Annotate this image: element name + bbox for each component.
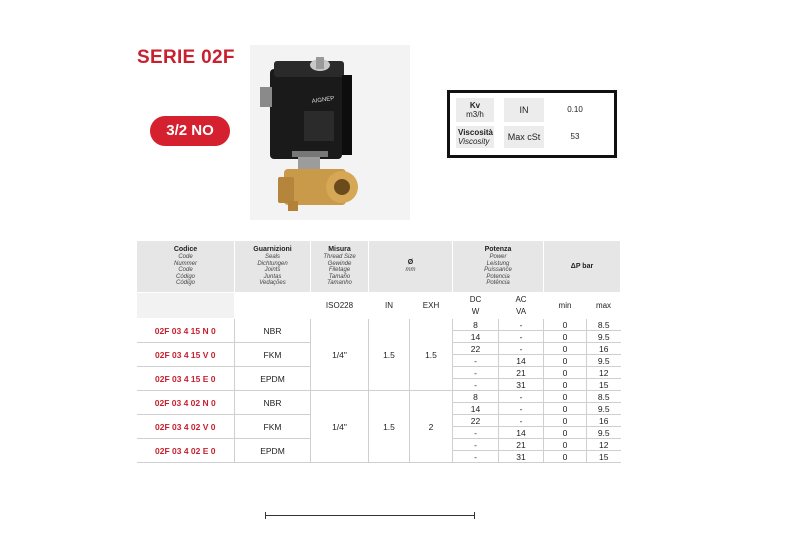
visc-key: Max cSt [507,132,541,142]
header-seals: Guarnizioni Seals Dichtungen Joints Juntas Vedações [235,241,311,293]
power-dc: 14 [453,331,499,343]
header2-dc: DC W [453,293,499,319]
power-ac: 31 [499,451,544,463]
dp-max: 9.5 [587,331,621,343]
power-dc: - [453,367,499,379]
header2-min: min [544,293,587,319]
diameter-in: 1.5 [369,391,410,463]
product-code: 02F 03 4 15 N 0 [137,319,235,343]
power-dc: - [453,379,499,391]
dp-max: 9.5 [587,403,621,415]
power-dc: - [453,451,499,463]
header-thread: Misura Thread Size Gewinde Filetage Tamaño Tamanho [311,241,369,293]
visc-value: 53 [570,132,580,141]
header2-ac: AC VA [499,293,544,319]
seal-material: EPDM [235,367,311,391]
header2-seal-blank [235,293,311,319]
diameter-exh: 1.5 [410,319,453,391]
visc-label: Viscosità [458,128,493,137]
power-dc: 8 [453,319,499,331]
power-ac: - [499,415,544,427]
product-table [136,240,621,463]
power-ac: - [499,403,544,415]
dp-min: 0 [544,451,587,463]
kv-label-cell [456,98,494,122]
visc-sub: Viscosity [458,137,490,146]
seal-material: EPDM [235,439,311,463]
spec-box [447,90,617,158]
power-ac: 14 [499,427,544,439]
power-dc: 22 [453,343,499,355]
power-ac: 21 [499,367,544,379]
header2-exh: EXH [410,293,453,319]
dp-max: 12 [587,439,621,451]
dp-min: 0 [544,439,587,451]
table-row [137,391,621,403]
header-diameter: Ø mm [369,241,453,293]
seal-material: NBR [235,391,311,415]
power-ac: - [499,391,544,403]
dp-min: 0 [544,331,587,343]
power-dc: 22 [453,415,499,427]
power-ac: - [499,319,544,331]
power-dc: - [453,355,499,367]
product-code: 02F 03 4 02 N 0 [137,391,235,415]
dp-min: 0 [544,415,587,427]
dp-max: 15 [587,379,621,391]
visc-key-cell [504,126,544,148]
dp-max: 12 [587,367,621,379]
header2-max: max [587,293,621,319]
dp-max: 16 [587,415,621,427]
power-ac: 21 [499,439,544,451]
table-row [137,319,621,331]
series-title: SERIE 02F [137,47,235,68]
kv-label: Kv [469,101,481,110]
thread-size: 1/4" [311,319,369,391]
svg-text:AIGNEP: AIGNEP [311,95,335,105]
dp-min: 0 [544,355,587,367]
power-dc: 8 [453,391,499,403]
seal-material: FKM [235,343,311,367]
header-dp: ΔP bar [544,241,621,293]
thread-size: 1/4" [311,391,369,463]
power-dc: 14 [453,403,499,415]
power-dc: - [453,439,499,451]
dp-max: 8.5 [587,391,621,403]
kv-key: IN [519,105,529,115]
power-ac: 14 [499,355,544,367]
dp-max: 9.5 [587,355,621,367]
dp-max: 9.5 [587,427,621,439]
power-ac: - [499,343,544,355]
power-ac: - [499,331,544,343]
kv-value: 0.10 [567,105,583,114]
header-power: Potenza Power Leistung Puissance Potencia Potência [453,241,544,293]
function-badge: 3/2 NO [150,116,230,146]
product-code: 02F 03 4 02 V 0 [137,415,235,439]
dp-min: 0 [544,403,587,415]
product-photo [250,45,410,220]
header-code: Codice Code Nummer Code Código Código [137,241,235,293]
scale-ruler [265,515,475,516]
dp-max: 16 [587,343,621,355]
dp-min: 0 [544,379,587,391]
diameter-in: 1.5 [369,319,410,391]
header2-code-blank [137,293,235,319]
dp-min: 0 [544,343,587,355]
product-code: 02F 03 4 15 E 0 [137,367,235,391]
header2-in: IN [369,293,410,319]
visc-label-cell [456,126,494,148]
dp-max: 8.5 [587,319,621,331]
power-ac: 31 [499,379,544,391]
product-code: 02F 03 4 02 E 0 [137,439,235,463]
power-dc: - [453,427,499,439]
dp-max: 15 [587,451,621,463]
dp-min: 0 [544,319,587,331]
kv-key-cell [504,98,544,122]
dp-min: 0 [544,391,587,403]
table-body [137,319,621,463]
diameter-exh: 2 [410,391,453,463]
seal-material: FKM [235,415,311,439]
kv-unit: m3/h [466,110,484,119]
product-code: 02F 03 4 15 V 0 [137,343,235,367]
seal-material: NBR [235,319,311,343]
dp-min: 0 [544,427,587,439]
header2-iso: ISO228 [311,293,369,319]
dp-min: 0 [544,367,587,379]
